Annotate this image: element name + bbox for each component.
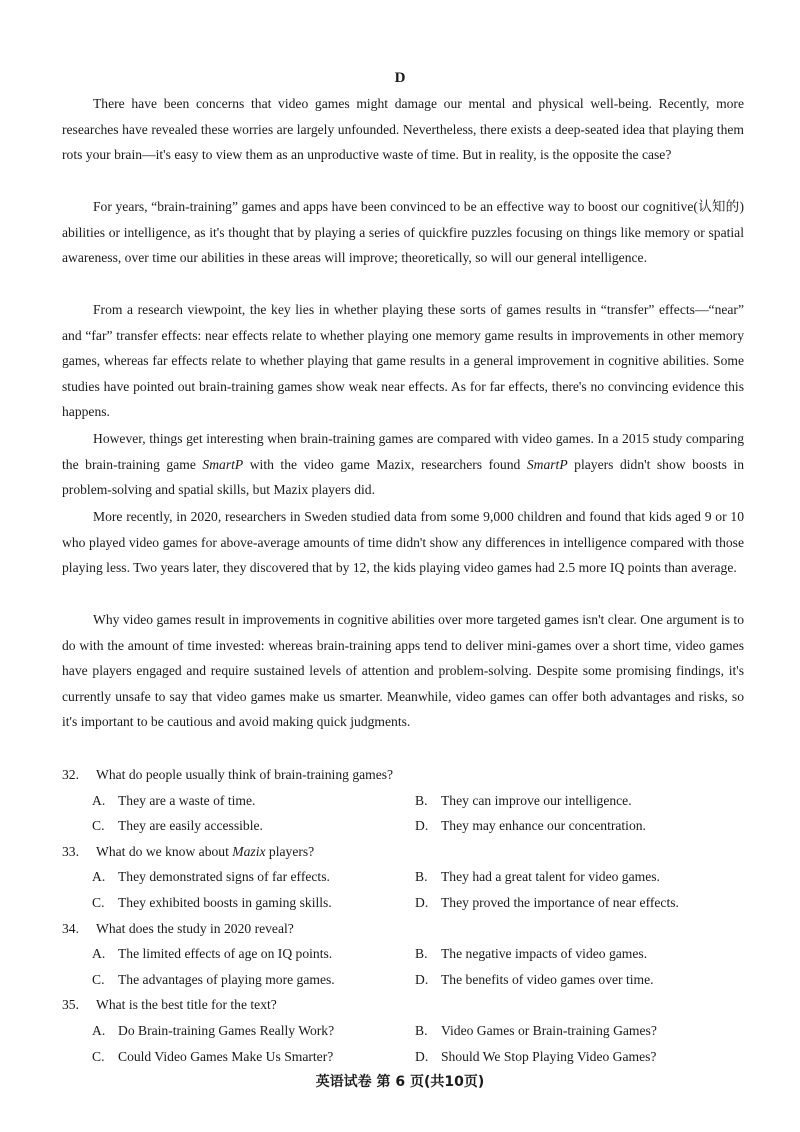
question-number: 34. — [62, 920, 79, 936]
passage-paragraph-5: More recently, in 2020, researchers in Sweden studied data from some 9,000 children and found that kids aged 9 or 10 who played video games for above-average amounts of time didn't show any differences in intelligence compared with those playing less. Two years later, they discovered that by 12, the kids playing video games had 2.5 more IQ points than average. — [62, 509, 744, 576]
option-text: The advantages of playing more games. — [118, 971, 335, 987]
option-text: The limited effects of age on IQ points. — [118, 946, 333, 962]
option-text: They can improve our intelligence. — [441, 792, 632, 808]
question-number: 33. — [62, 843, 79, 859]
option-d[interactable] — [415, 890, 679, 916]
option-c[interactable] — [92, 1044, 333, 1070]
option-a[interactable] — [92, 864, 330, 890]
option-b[interactable] — [415, 1018, 657, 1044]
option-a[interactable] — [92, 941, 332, 967]
option-group — [62, 1018, 752, 1069]
page-footer: 英语试卷 第 6 页(共10页) — [315, 1074, 485, 1090]
option-text: They are a waste of time. — [118, 792, 256, 808]
option-d[interactable] — [415, 967, 654, 993]
question-number: 32. — [62, 767, 79, 782]
option-text: They exhibited boosts in gaming skills. — [118, 894, 332, 910]
passage-paragraph-6: Why video games result in improvements in cognitive abilities over more targeted games isn't clear. One argument is to do with the amount of time invested: whereas brain-training apps tend to deliver mini-games over a short time, video games have players engaged and require sustained levels of attention and problem-solving. Despite some promising findings, it's currently unsafe to say that video games make us smarter. Meanwhile, video games can offer both advantages and risks, so it's important to be cautious and avoid making quick judgments. — [62, 612, 744, 730]
question-32 — [62, 762, 752, 839]
option-letter: B. — [415, 869, 428, 885]
option-text: They demonstrated signs of far effects. — [118, 869, 330, 885]
option-letter: A. — [92, 869, 106, 885]
option-letter: C. — [92, 1048, 105, 1064]
question-list — [62, 762, 752, 1069]
option-text: Should We Stop Playing Video Games? — [441, 1048, 657, 1064]
option-text: The negative impacts of video games. — [441, 946, 648, 962]
option-letter: D. — [415, 971, 429, 987]
option-letter: C. — [92, 894, 105, 910]
question-text: What do people usually think of brain-training games? — [96, 767, 394, 782]
option-letter: B. — [415, 1022, 428, 1038]
option-c[interactable] — [92, 967, 335, 993]
option-group — [62, 788, 752, 839]
option-letter: A. — [92, 792, 106, 808]
option-text: Do Brain-training Games Really Work? — [118, 1022, 335, 1038]
option-c[interactable] — [92, 890, 332, 916]
question-stem — [62, 839, 752, 865]
question-34 — [62, 916, 752, 993]
option-letter: A. — [92, 1022, 106, 1038]
passage-paragraph-1: There have been concerns that video games might damage our mental and physical well-being. Recently, more researches have revealed these worries are largely unfounded. Nevertheless, there exists a deep-seated idea that playing them rots your brain—it's easy to view them as an unproductive waste of time. But in reality, is the opposite the case? — [62, 96, 744, 163]
option-text: They proved the importance of near effects. — [441, 894, 679, 910]
option-d[interactable] — [415, 813, 646, 839]
option-letter: D. — [415, 894, 429, 910]
question-stem — [62, 916, 752, 942]
option-c[interactable] — [92, 813, 263, 839]
option-text: Could Video Games Make Us Smarter? — [118, 1048, 334, 1064]
option-a[interactable] — [92, 1018, 334, 1044]
section-heading: D — [394, 70, 406, 86]
question-text: What does the study in 2020 reveal? — [96, 920, 294, 936]
question-33 — [62, 839, 752, 916]
question-text: What do we know about Mazix players? — [96, 843, 315, 859]
option-b[interactable] — [415, 941, 647, 967]
option-group — [62, 864, 752, 915]
question-text: What is the best title for the text? — [96, 997, 277, 1013]
passage-paragraph-2: For years, “brain-training” games and apps have been convinced to be an effective way to boost our cognitive(认知的) abilities or intelligence, as it's thought that by playing a series of quickfire puzzles focusing on things like memory or spatial awareness, over time our abilities in these areas will improve; theoretically, so will our general intelligence. — [62, 199, 744, 266]
option-b[interactable] — [415, 864, 660, 890]
option-letter: D. — [415, 818, 429, 834]
option-letter: C. — [92, 818, 105, 834]
option-d[interactable] — [415, 1044, 656, 1070]
option-letter: A. — [92, 946, 106, 962]
question-35 — [62, 992, 752, 1069]
option-a[interactable] — [92, 788, 255, 814]
question-stem — [62, 992, 752, 1018]
option-text: They had a great talent for video games. — [441, 869, 660, 885]
option-b[interactable] — [415, 788, 632, 814]
option-letter: B. — [415, 792, 428, 808]
passage-paragraph-3: From a research viewpoint, the key lies in whether playing these sorts of games results in “transfer” effects—“near” and “far” transfer effects: near effects relate to whether playing one memory game results in improvements in other memory games, whereas far effects relate to whether playing that game results in a general improvement in cognitive abilities. Some studies have pointed out brain-training games show weak near effects. As for far effects, there's no convincing evidence this happens. — [62, 302, 744, 420]
question-number: 35. — [62, 997, 79, 1013]
option-text: The benefits of video games over time. — [441, 971, 654, 987]
question-stem — [62, 762, 752, 788]
option-letter: C. — [92, 971, 105, 987]
option-text: They may enhance our concentration. — [441, 818, 646, 834]
passage-paragraph-4: However, things get interesting when brain-training games are compared with video games. In a 2015 study comparing the brain-training game SmartP with the video game Mazix, researchers found SmartP players didn't show boosts in problem-solving and spatial skills, but Mazix players did. — [62, 431, 744, 498]
option-text: Video Games or Brain-training Games? — [441, 1022, 657, 1038]
option-letter: B. — [415, 946, 428, 962]
option-text: They are easily accessible. — [118, 818, 263, 834]
option-letter: D. — [415, 1048, 429, 1064]
option-group — [62, 941, 752, 992]
